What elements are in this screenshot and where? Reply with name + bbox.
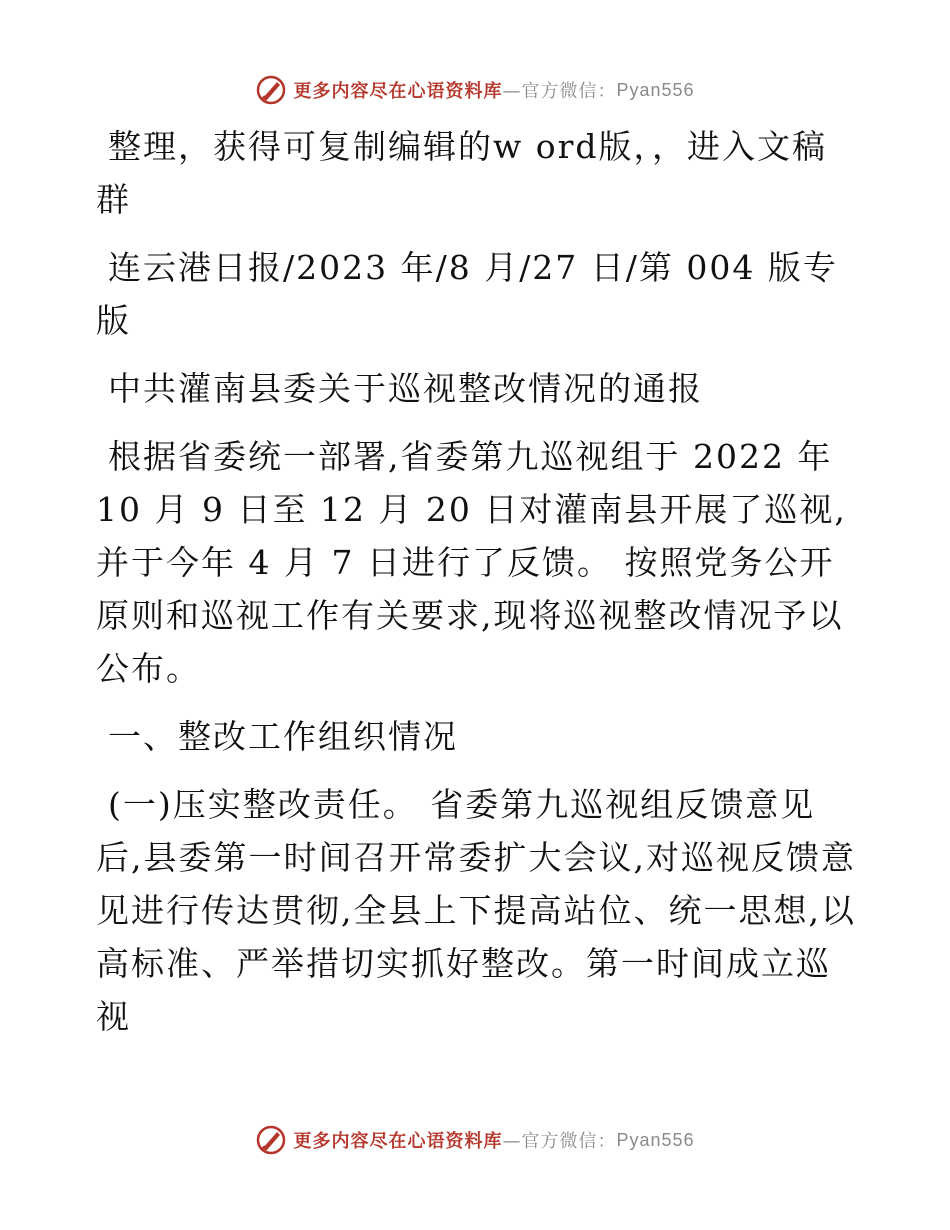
- banner-official-label: —官方微信：: [502, 81, 617, 102]
- quill-pen-logo-icon: [255, 1124, 287, 1156]
- body-paragraph: 根据省委统一部署,省委第九巡视组于 2022 年 10 月 9 日至 12 月 20 日对灌南县开展了巡视,并于今年 4 月 7 日进行了反馈。 按照党务公开原则和巡视工作有关要求,现将巡视整改情况予以公布。: [96, 437, 847, 688]
- source-line: 连云港日报/2023 年/8 月/27 日/第 004 版专版: [96, 248, 838, 340]
- body-paragraph: (一)压实整改责任。 省委第九巡视组反馈意见后,县委第一时间召开常委扩大会议,对巡视反馈意见进行传达贯彻,全县上下提高站位、统一思想,以高标准、严举措切实抓好整改。第一时间成立巡视: [96, 785, 856, 1036]
- banner-library-text: 更多内容尽在心语资料库: [293, 1131, 503, 1152]
- banner-library-text: 更多内容尽在心语资料库: [293, 81, 503, 102]
- quill-pen-logo-icon: [255, 74, 287, 106]
- footer-watermark-banner: [0, 1120, 950, 1160]
- document-title: 中共灌南县委关于巡视整改情况的通报: [108, 369, 703, 408]
- document-body: [96, 120, 856, 1058]
- intro-line: 整理，获得可复制编辑的w ord版，，进入文稿群: [96, 127, 828, 219]
- section-heading: 一、整改工作组织情况: [108, 717, 458, 756]
- banner-wechat-id: Pyan556: [616, 1129, 695, 1150]
- banner-wechat-id: Pyan556: [616, 79, 695, 100]
- banner-official-label: —官方微信：: [502, 1131, 617, 1152]
- header-watermark-banner: [0, 70, 950, 110]
